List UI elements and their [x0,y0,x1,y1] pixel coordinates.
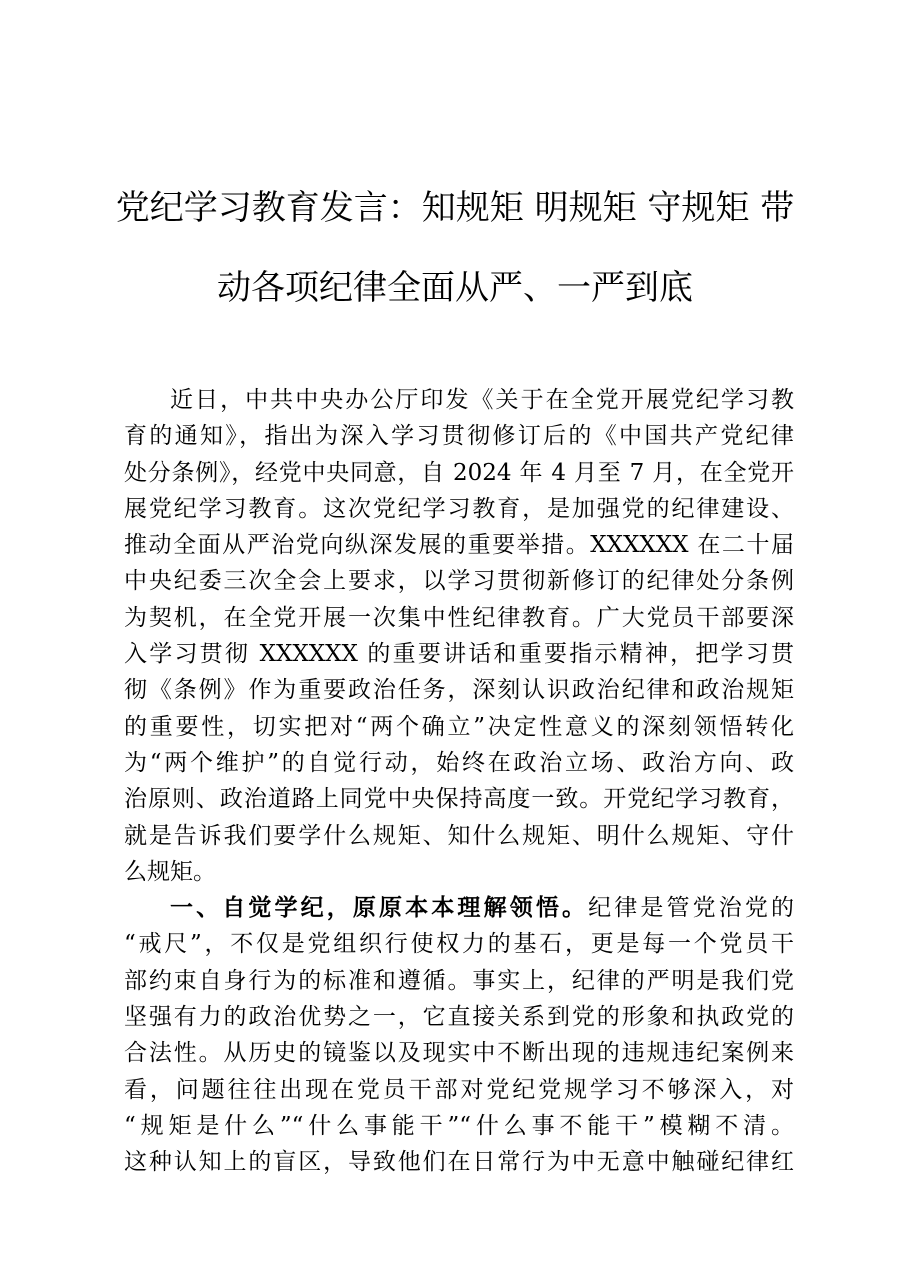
paragraph-line: 的重要性，切实把对“两个确立”决定性意义的深刻领悟转化 [124,713,794,740]
paragraph-line: 处分条例》，经党中央同意，自 2024 年 4 月至 7 月，在全党开 [124,459,794,486]
paragraph-line: 为契机，在全党开展一次集中性纪律教育。广大党员干部要深 [124,604,794,631]
paragraph-line: 近日，中共中央办公厅印发《关于在全党开展党纪学习教 [170,387,794,413]
paragraph-line: “戒尺”，不仅是党组织行使权力的基石，更是每一个党员干 [124,931,794,958]
paragraph-line: 入学习贯彻 XXXXXX 的重要讲话和重要指示精神，把学习贯 [124,641,794,668]
document-body [124,382,794,1181]
title-line: 党纪学习教育发言：知规矩 明规矩 守规矩 带 [115,188,795,228]
paragraph-line: 这种认知上的盲区，导致他们在日常行为中无意中触碰纪律红 [124,1149,794,1176]
paragraph-line: 育的通知》，指出为深入学习贯彻修订后的《中国共产党纪律 [124,423,794,450]
paragraph-line: 中央纪委三次全会上要求，以学习贯彻新修订的纪律处分条例 [124,568,794,595]
paragraph-line: 看，问题往往出现在党员干部对党纪党规学习不够深入，对 [124,1076,794,1103]
paragraph-line: 治原则、政治道路上同党中央保持高度一致。开党纪学习教育， [124,786,794,813]
document-title [110,168,800,328]
paragraph-line: 么规矩。 [124,858,216,885]
paragraph-line: 展党纪学习教育。这次党纪学习教育，是加强党的纪律建设、 [124,495,794,522]
paragraph-line: 推动全面从严治党向纵深发展的重要举措。XXXXXX 在二十届 [124,532,794,559]
title-line: 动各项纪律全面从严、一严到底 [217,268,693,308]
paragraph-line: 彻《条例》作为重要政治任务，深刻认识政治纪律和政治规矩 [124,677,794,704]
paragraph-text: 纪律是管党治党的 [588,895,795,922]
paragraph-line: 部约束自身行为的标准和遵循。事实上，纪律的严明是我们党 [124,967,794,994]
paragraph-line: 就是告诉我们要学什么规矩、知什么规矩、明什么规矩、守什 [124,822,794,849]
paragraph-line: 为“两个维护”的自觉行动，始终在政治立场、政治方向、政 [124,749,794,776]
paragraph-line: 合法性。从历史的镜鉴以及现实中不断出现的违规违纪案例来 [124,1040,794,1067]
paragraph-line: 坚强有力的政治优势之一，它直接关系到党的形象和执政党的 [124,1004,794,1031]
section-heading-line [124,890,794,926]
paragraph-line: “规矩是什么”“什么事能干”“什么事不能干”模糊不清。 [124,1112,794,1139]
section-heading: 一、自觉学纪，原原本本理解领悟。 [170,895,589,922]
